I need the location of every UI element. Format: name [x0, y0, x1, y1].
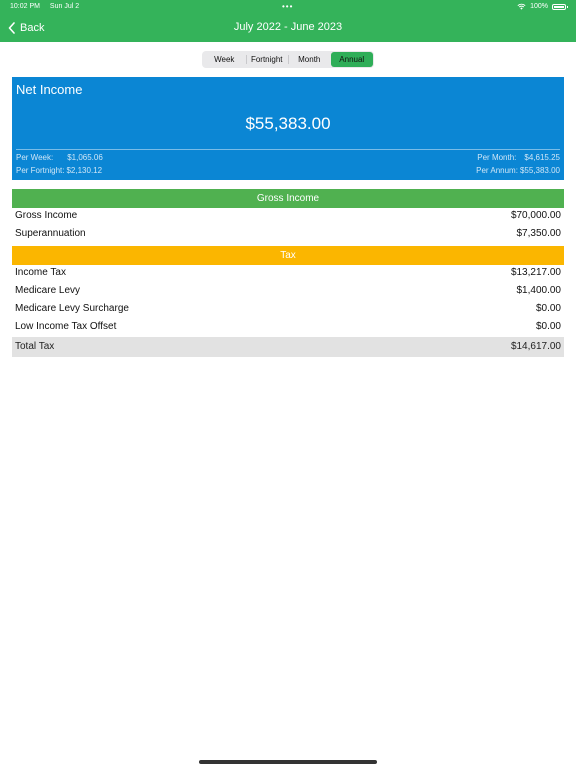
- status-time: 10:02 PM: [10, 3, 40, 10]
- row-label: Income Tax: [15, 267, 66, 278]
- per-fortnight: [16, 166, 102, 175]
- status-bar: [0, 0, 576, 13]
- back-label: Back: [20, 22, 45, 34]
- income-tax-row: [12, 264, 564, 282]
- row-value: $0.00: [535, 321, 561, 332]
- row-value: $70,000.00: [510, 210, 561, 221]
- wifi-icon: [517, 3, 526, 10]
- per-week-value: $1,065.06: [67, 153, 103, 162]
- battery-percent: 100%: [530, 3, 548, 10]
- net-income-amount: $55,383.00: [245, 114, 331, 133]
- per-annum-value: $55,383.00: [519, 166, 560, 175]
- segment-annual[interactable]: Annual: [331, 52, 374, 67]
- net-income-title: Net Income: [16, 82, 83, 97]
- status-right: [517, 3, 566, 10]
- row-label: Low Income Tax Offset: [15, 321, 117, 332]
- segment-week[interactable]: Week: [214, 55, 235, 64]
- per-fortnight-value: $2,130.12: [66, 166, 103, 175]
- row-value: $13,217.00: [510, 267, 561, 278]
- superannuation-row: [12, 225, 564, 243]
- per-week-label: Per Week:: [16, 153, 54, 162]
- period-segmented-control: [202, 51, 374, 68]
- row-label: Gross Income: [15, 210, 78, 221]
- gross-income-row: [12, 207, 564, 225]
- battery-icon: [552, 4, 566, 10]
- row-value: $7,350.00: [516, 228, 561, 239]
- net-income-divider: [16, 149, 560, 150]
- row-value: $1,400.00: [516, 285, 561, 296]
- navigation-bar: [0, 13, 576, 42]
- medicare-levy-surcharge-row: [12, 300, 564, 318]
- net-income-card: [12, 77, 564, 180]
- tax-header: Tax: [12, 246, 564, 265]
- app-header: [0, 0, 576, 42]
- status-time-date: [10, 3, 79, 10]
- per-month-label: Per Month:: [477, 153, 517, 162]
- row-value: $0.00: [535, 303, 561, 314]
- medicare-levy-row: [12, 282, 564, 300]
- per-month: [477, 153, 560, 162]
- per-fortnight-label: Per Fortnight:: [16, 166, 65, 175]
- multitask-dots[interactable]: •••: [282, 2, 294, 11]
- status-date: Sun Jul 2: [49, 3, 80, 10]
- home-indicator[interactable]: [199, 760, 377, 764]
- row-label: Medicare Levy Surcharge: [15, 303, 129, 314]
- per-annum-label: Per Annum:: [476, 166, 518, 175]
- per-annum: [476, 166, 560, 175]
- per-week: [16, 153, 103, 162]
- per-month-value: $4,615.25: [524, 153, 560, 162]
- gross-income-header: Gross Income: [12, 189, 564, 208]
- total-tax-label: Total Tax: [15, 341, 55, 352]
- segment-fortnight[interactable]: Fortnight: [246, 52, 289, 67]
- total-tax-row: [12, 337, 564, 357]
- total-tax-value: $14,617.00: [510, 341, 561, 352]
- row-label: Medicare Levy: [15, 285, 81, 296]
- segment-month[interactable]: Month: [288, 52, 331, 67]
- low-income-tax-offset-row: [12, 318, 564, 336]
- row-label: Superannuation: [15, 228, 86, 239]
- page-title: July 2022 - June 2023: [233, 21, 343, 33]
